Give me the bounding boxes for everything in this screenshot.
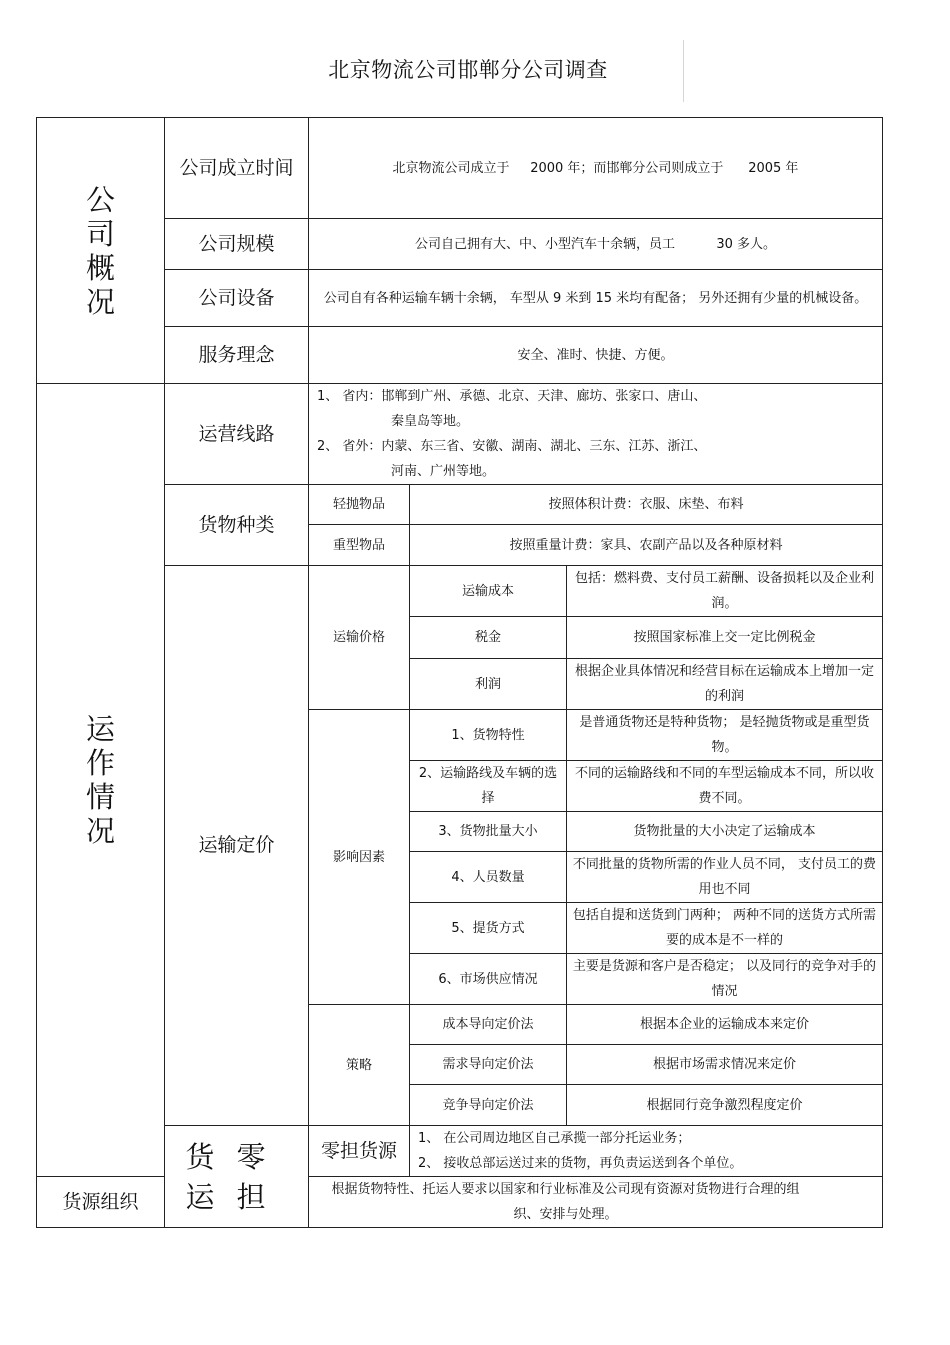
goods-desc: 按照体积计费：衣服、床垫、布料 — [410, 485, 883, 525]
factor-desc: 主要是货源和客户是否稳定； 以及同行的竞争对手的情况 — [567, 954, 883, 1005]
value-company-equipment: 公司自有各种运输车辆十余辆， 车型从 9 米到 15 米均有配备； 另外还拥有少量的机械设备。 — [309, 270, 883, 327]
factor-item: 3、货物批量大小 — [410, 812, 567, 852]
label-transport-pricing: 运输定价 — [165, 566, 309, 1126]
value-service-philosophy: 安全、准时、快捷、方便。 — [309, 327, 883, 384]
label-company-scale: 公司规模 — [165, 219, 309, 270]
section-ltl-freight: 货零 运担 — [165, 1126, 309, 1228]
factor-item: 6、市场供应情况 — [410, 954, 567, 1005]
pricing-desc: 包括：燃料费、支付员工薪酬、设备损耗以及企业利润。 — [567, 566, 883, 617]
factor-item: 1、货物特性 — [410, 710, 567, 761]
group-transport-price: 运输价格 — [309, 566, 410, 710]
goods-type: 轻抛物品 — [309, 485, 410, 525]
label-service-philosophy: 服务理念 — [165, 327, 309, 384]
label-source-organization: 货源组织 — [37, 1177, 165, 1228]
strategy-desc: 根据本企业的运输成本来定价 — [567, 1005, 883, 1045]
goods-type: 重型物品 — [309, 525, 410, 566]
factor-desc: 包括自提和送货到门两种； 两种不同的送货方式所需要的成本是不一样的 — [567, 903, 883, 954]
pricing-item: 利润 — [410, 659, 567, 710]
factor-item: 2、运输路线及车辆的选择 — [410, 761, 567, 812]
pricing-item: 税金 — [410, 617, 567, 659]
strategy-desc: 根据同行竞争激烈程度定价 — [567, 1085, 883, 1126]
value-routes: 1、 省内：邯郸到广州、承德、北京、天津、廊坊、张家口、唐山、 秦皇岛等地。 2、 省外：内蒙、东三省、安徽、湖南、湖北、三东、江苏、浙江、 河南、广州等地。 — [309, 384, 883, 485]
group-influencing-factors: 影响因素 — [309, 710, 410, 1005]
table-row — [37, 1177, 883, 1228]
label-ltl-sources: 零担货源 — [309, 1126, 410, 1177]
strategy-desc: 根据市场需求情况来定价 — [567, 1045, 883, 1085]
page-title: 北京物流公司邯郸分公司调查 — [328, 58, 608, 82]
strategy-item: 成本导向定价法 — [410, 1005, 567, 1045]
strategy-item: 竞争导向定价法 — [410, 1085, 567, 1126]
label-goods-types: 货物种类 — [165, 485, 309, 566]
value-founding-time: 北京物流公司成立于 2000 年；而邯郸分公司则成立于 2005 年 — [309, 118, 883, 219]
value-source-organization: 根据货物特性、托运人要求以国家和行业标准及公司现有资源对货物进行合理的组织、安排与处理。 — [309, 1177, 883, 1228]
factor-desc: 是普通货物还是特种货物； 是轻抛货物或是重型货物。 — [567, 710, 883, 761]
section-operations: 运 作 情 况 — [37, 384, 165, 1177]
pricing-item: 运输成本 — [410, 566, 567, 617]
table-row — [37, 384, 883, 485]
pricing-desc: 根据企业具体情况和经营目标在运输成本上增加一定的利润 — [567, 659, 883, 710]
group-strategy: 策略 — [309, 1005, 410, 1126]
label-routes: 运营线路 — [165, 384, 309, 485]
section-company-overview: 公 司 概 况 — [37, 118, 165, 384]
goods-desc: 按照重量计费：家具、农副产品以及各种原材料 — [410, 525, 883, 566]
label-company-equipment: 公司设备 — [165, 270, 309, 327]
divider — [683, 40, 684, 102]
factor-desc: 不同的运输路线和不同的车型运输成本不同，所以收费不同。 — [567, 761, 883, 812]
value-ltl-sources: 1、 在公司周边地区自己承揽一部分托运业务； 2、 接收总部运送过来的货物，再负责运送到各个单位。 — [410, 1126, 883, 1177]
factor-desc: 不同批量的货物所需的作业人员不同， 支付员工的费用也不同 — [567, 852, 883, 903]
pricing-desc: 按照国家标准上交一定比例税金 — [567, 617, 883, 659]
factor-item: 5、提货方式 — [410, 903, 567, 954]
strategy-item: 需求导向定价法 — [410, 1045, 567, 1085]
factor-item: 4、人员数量 — [410, 852, 567, 903]
table-row — [37, 118, 883, 219]
survey-table — [36, 117, 883, 1228]
label-founding-time: 公司成立时间 — [165, 118, 309, 219]
factor-desc: 货物批量的大小决定了运输成本 — [567, 812, 883, 852]
value-company-scale: 公司自己拥有大、中、小型汽车十余辆，员工 30 多人。 — [309, 219, 883, 270]
